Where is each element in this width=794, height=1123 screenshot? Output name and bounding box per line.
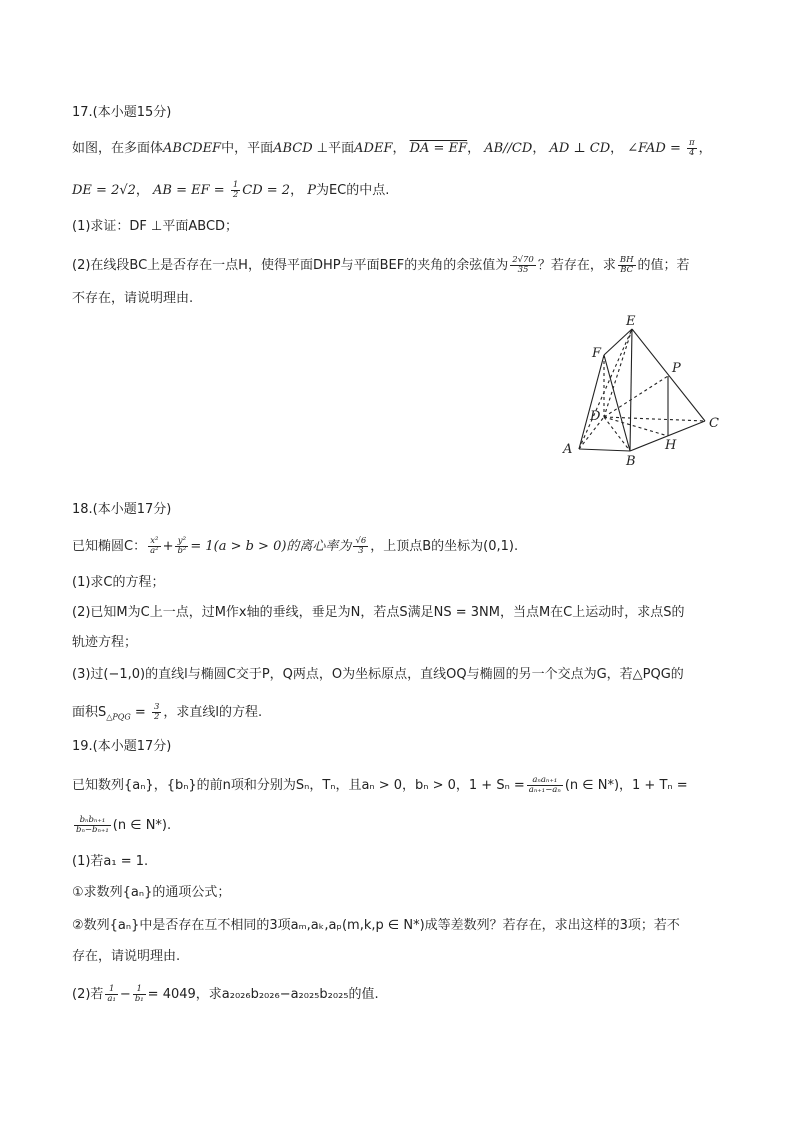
q19-stem-line1: 已知数列{aₙ}，{bₙ}的前n项和分别为Sₙ，Tₙ，且aₙ > 0，bₙ > 0，1 + Sₙ = $\frac{\text{aₙaₙ₊₁}}{\text{aₙ₊₁−aₙ}}$ (n ∈ N*)，1 + Tₙ = [72, 775, 688, 795]
q17-part2-line2: 不存在，请说明理由. [72, 291, 194, 306]
q19-header: 19.(本小题17分) [72, 739, 172, 754]
fraction-y2-b2: $\frac{\text{y²}}{\text{b²}}$ [177, 536, 187, 556]
q18-part3-line2: 面积$S_{\triangle PQG}$ = $\frac{3}{2}$ ，求直线l的方程. [72, 702, 263, 722]
fraction-t-recurrence: $\frac{\text{bₙbₙ₊₁}}{\text{bₙ−bₙ₊₁}}$ [76, 815, 109, 835]
q19-part1-i: ①求数列{aₙ}的通项公式； [72, 885, 231, 900]
q18-header: 18.(本小题17分) [72, 502, 172, 517]
q17-part1: (1)求证：DF ⊥平面ABCD； [72, 219, 239, 234]
q19-part1: (1)若a₁ = 1. [72, 854, 149, 869]
q17-stem-line2: DE = 2√2， AB = EF = $\frac{1}{2}$ CD = 2， P为EC的中点. [72, 180, 390, 200]
label-A: A [563, 442, 573, 457]
q17-stem-line1: 如图，在多面体ABCDEF中，平面ABCD ⊥平面ADEF， DA = EF， AB//CD， AD ⊥ CD， ∠FAD = $\frac{\pi}{4}$ ， [72, 138, 712, 158]
fraction-cosine-value: $\frac{2√70}{35}$ [512, 255, 534, 275]
label-D: D [590, 409, 601, 424]
q19-part2: (2)若 $\frac{1}{\text{a₁}}$ − $\frac{1}{\text{b₁}}$ = 4049，求a₂₀₂₆b₂₀₂₆−a₂₀₂₅b₂₀₂₅的值. [72, 984, 379, 1004]
q18-part2-line2: 轨迹方程； [72, 635, 138, 650]
q19-part1-ii-line1: ②数列{aₙ}中是否存在互不相同的3项aₘ,aₖ,aₚ(m,k,p ∈ N*)成等差数列？若存在，求出这样的3项；若不 [72, 918, 680, 933]
q19-stem-line2: $\frac{\text{bₙbₙ₊₁}}{\text{bₙ−bₙ₊₁}}$ (n ∈ N*). [76, 815, 172, 835]
label-E: E [626, 314, 636, 329]
fraction-pi-over-4: $\frac{\pi}{4}$ [689, 138, 695, 158]
vector-equality: DA = EF [409, 141, 468, 156]
q18-part2-line1: (2)已知M为C上一点，过M作x轴的垂线，垂足为N，若点S满足NS = 3NM，当点M在C上运动时，求点S的 [72, 605, 685, 620]
q17-header: 17.(本小题15分) [72, 105, 172, 120]
label-H: H [665, 438, 677, 453]
fraction-eccentricity: $\frac{√6}{3}$ [355, 536, 367, 556]
fraction-x2-a2: $\frac{\text{x²}}{\text{a²}}$ [150, 536, 159, 556]
fraction-inverse-b1: $\frac{1}{\text{b₁}}$ [134, 984, 144, 1004]
label-P: P [672, 361, 681, 376]
label-F: F [592, 346, 602, 361]
polyhedron-figure [556, 308, 726, 468]
fraction-one-half: $\frac{1}{2}$ [232, 180, 239, 200]
label-B: B [626, 454, 636, 468]
q18-part1: (1)求C的方程； [72, 575, 165, 590]
q18-part3-line1: (3)过(−1,0)的直线l与椭圆C交于P，Q两点，O为坐标原点，直线OQ与椭圆的另一个交点为G，若△PQG的 [72, 667, 684, 682]
q19-part1-ii-line2: 存在，请说明理由. [72, 949, 181, 964]
q18-stem: 已知椭圆C： $\frac{\text{x²}}{\text{a²}}$ + $\frac{\text{y²}}{\text{b²}}$ = 1(a > b > 0)的离心率为 $\frac{√6}{3}$ ，上顶点B的坐标为(0,1). [72, 536, 519, 556]
label-C: C [709, 416, 719, 431]
fraction-s-recurrence: $\frac{\text{aₙaₙ₊₁}}{\text{aₙ₊₁−aₙ}}$ [528, 775, 561, 795]
fraction-inverse-a1: $\frac{1}{\text{a₁}}$ [107, 984, 116, 1004]
fraction-area: $\frac{3}{2}$ [153, 702, 160, 722]
fraction-bh-bc: $\frac{BH}{BC}$ [619, 255, 634, 275]
q17-part2-line1: (2)在线段BC上是否存在一点H，使得平面DHP与平面BEF的夹角的余弦值为 $\frac{2√70}{35}$ ？若存在，求 $\frac{BH}{BC}$ 的值；若 [72, 255, 690, 275]
